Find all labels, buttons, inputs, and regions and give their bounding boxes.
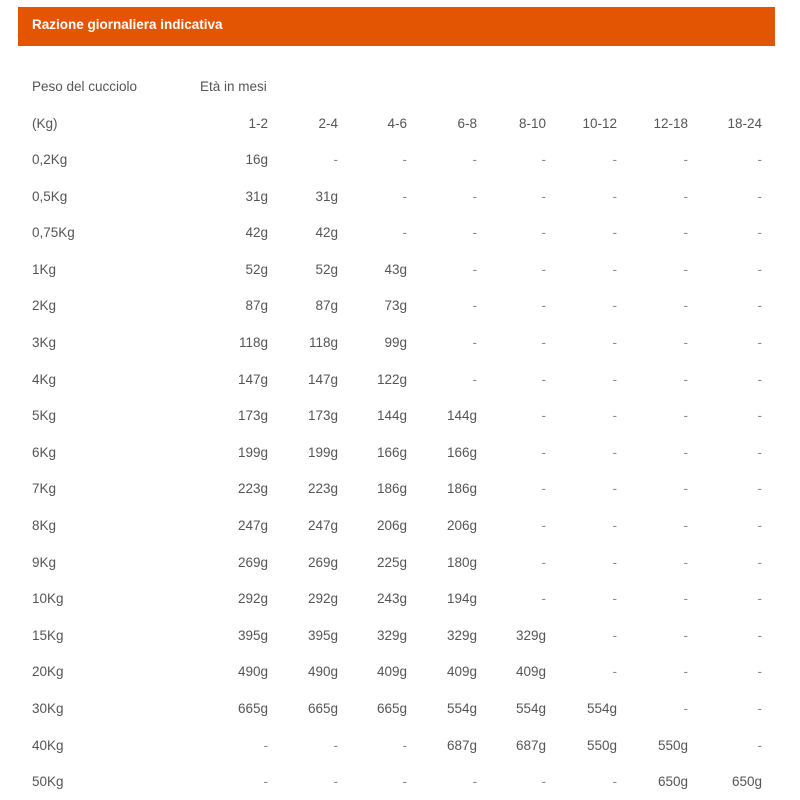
ration-value: - bbox=[757, 591, 762, 606]
table-row bbox=[0, 516, 800, 536]
ration-value: 73g bbox=[384, 298, 407, 313]
ration-value: 687g bbox=[446, 738, 477, 753]
age-range-header: 18-24 bbox=[727, 116, 762, 131]
ration-value: 166g bbox=[446, 445, 477, 460]
puppy-weight: 0,75Kg bbox=[32, 225, 75, 240]
ration-value: 554g bbox=[586, 701, 617, 716]
ration-value: 665g bbox=[237, 701, 268, 716]
ration-value: - bbox=[683, 225, 688, 240]
ration-value: - bbox=[541, 262, 546, 277]
ration-value: - bbox=[757, 445, 762, 460]
table-row bbox=[0, 443, 800, 463]
age-range-header: 1-2 bbox=[248, 116, 268, 131]
ration-value: - bbox=[757, 225, 762, 240]
ration-value: 144g bbox=[446, 408, 477, 423]
ration-value: 665g bbox=[307, 701, 338, 716]
ration-value: - bbox=[683, 701, 688, 716]
ration-value: - bbox=[541, 408, 546, 423]
ration-value: - bbox=[402, 152, 407, 167]
table-row bbox=[0, 187, 800, 207]
ration-value: 269g bbox=[237, 555, 268, 570]
puppy-weight: 7Kg bbox=[32, 481, 57, 496]
ration-value: - bbox=[683, 445, 688, 460]
ration-value: - bbox=[541, 152, 546, 167]
ration-value: - bbox=[757, 298, 762, 313]
ration-value: 665g bbox=[376, 701, 407, 716]
ration-value: - bbox=[612, 518, 617, 533]
ration-value: - bbox=[541, 481, 546, 496]
ration-value: - bbox=[683, 518, 688, 533]
ration-value: 247g bbox=[237, 518, 268, 533]
ration-value: - bbox=[683, 298, 688, 313]
ration-value: - bbox=[757, 408, 762, 423]
ration-value: - bbox=[757, 262, 762, 277]
ration-value: 118g bbox=[238, 335, 268, 350]
table-row bbox=[0, 406, 800, 426]
ration-value: - bbox=[472, 372, 477, 387]
ration-value: - bbox=[612, 262, 617, 277]
ration-value: 206g bbox=[446, 518, 477, 533]
ration-value: - bbox=[402, 189, 407, 204]
table-row bbox=[0, 772, 800, 792]
ration-value: - bbox=[757, 335, 762, 350]
ration-value: 329g bbox=[376, 628, 407, 643]
ration-value: 247g bbox=[307, 518, 338, 533]
puppy-weight: 4Kg bbox=[32, 372, 57, 387]
ration-value: - bbox=[757, 518, 762, 533]
ration-value: - bbox=[541, 555, 546, 570]
ration-value: 409g bbox=[376, 664, 407, 679]
weight-unit-label: (Kg) bbox=[32, 116, 58, 131]
puppy-weight: 0,5Kg bbox=[32, 189, 68, 204]
ration-value: 43g bbox=[384, 262, 407, 277]
ration-value: 52g bbox=[245, 262, 268, 277]
ration-value: 395g bbox=[307, 628, 338, 643]
table-row bbox=[0, 150, 800, 170]
ration-value: 687g bbox=[515, 738, 546, 753]
ration-value: - bbox=[472, 774, 477, 789]
ration-value: - bbox=[472, 152, 477, 167]
ration-value: 554g bbox=[515, 701, 546, 716]
ration-value: 409g bbox=[446, 664, 477, 679]
ration-value: 225g bbox=[376, 555, 407, 570]
ration-value: - bbox=[333, 738, 338, 753]
ration-value: - bbox=[683, 591, 688, 606]
table-title: Razione giornaliera indicativa bbox=[32, 17, 223, 32]
ration-value: 122g bbox=[376, 372, 407, 387]
ration-value: 194g bbox=[446, 591, 477, 606]
ration-value: - bbox=[757, 189, 762, 204]
ration-value: 186g bbox=[376, 481, 407, 496]
weight-column-header: Peso del cucciolo bbox=[32, 79, 138, 94]
ration-value: - bbox=[757, 701, 762, 716]
ration-value: - bbox=[472, 189, 477, 204]
puppy-weight: 8Kg bbox=[32, 518, 57, 533]
ration-value: 329g bbox=[446, 628, 477, 643]
ration-value: 329g bbox=[515, 628, 546, 643]
ration-value: - bbox=[612, 774, 617, 789]
table-row bbox=[0, 296, 800, 316]
ration-value: - bbox=[541, 591, 546, 606]
table-row bbox=[0, 662, 800, 682]
ration-value: - bbox=[612, 628, 617, 643]
ration-value: - bbox=[541, 445, 546, 460]
ration-value: - bbox=[757, 152, 762, 167]
ration-value: - bbox=[612, 225, 617, 240]
puppy-weight: 50Kg bbox=[32, 774, 64, 789]
age-range-header: 12-18 bbox=[653, 116, 688, 131]
ration-value: - bbox=[263, 774, 268, 789]
ration-value: - bbox=[612, 298, 617, 313]
puppy-weight: 9Kg bbox=[32, 555, 57, 570]
ration-value: - bbox=[402, 738, 407, 753]
ration-value: - bbox=[541, 189, 546, 204]
ration-value: 243g bbox=[376, 591, 407, 606]
ration-value: - bbox=[683, 408, 688, 423]
ration-value: 31g bbox=[315, 189, 338, 204]
table-row bbox=[0, 699, 800, 719]
ration-value: - bbox=[472, 335, 477, 350]
puppy-weight: 6Kg bbox=[32, 445, 57, 460]
ration-value: 292g bbox=[307, 591, 338, 606]
ration-value: - bbox=[757, 738, 762, 753]
table-row bbox=[0, 223, 800, 243]
ration-value: - bbox=[757, 628, 762, 643]
ration-value: 395g bbox=[237, 628, 268, 643]
ration-value: 118g bbox=[308, 335, 338, 350]
ration-value: 147g bbox=[237, 372, 268, 387]
ration-value: - bbox=[757, 555, 762, 570]
table-row bbox=[0, 260, 800, 280]
ration-value: - bbox=[612, 189, 617, 204]
ration-value: 186g bbox=[446, 481, 477, 496]
ration-value: - bbox=[333, 774, 338, 789]
ration-value: 650g bbox=[657, 774, 688, 789]
ration-value: 650g bbox=[731, 774, 762, 789]
ration-value: - bbox=[612, 445, 617, 460]
ration-value: 223g bbox=[237, 481, 268, 496]
ration-value: - bbox=[757, 372, 762, 387]
header-row-ages bbox=[0, 114, 800, 134]
ration-value: - bbox=[612, 664, 617, 679]
ration-value: - bbox=[541, 518, 546, 533]
ration-value: 166g bbox=[376, 445, 407, 460]
table-row bbox=[0, 736, 800, 756]
ration-value: 550g bbox=[586, 738, 617, 753]
ration-value: - bbox=[683, 262, 688, 277]
ration-value: - bbox=[683, 189, 688, 204]
age-range-header: 4-6 bbox=[387, 116, 407, 131]
ration-value: - bbox=[612, 152, 617, 167]
ration-value: - bbox=[683, 152, 688, 167]
table-row bbox=[0, 479, 800, 499]
ration-value: 42g bbox=[245, 225, 268, 240]
ration-value: - bbox=[402, 774, 407, 789]
ration-value: 490g bbox=[237, 664, 268, 679]
ration-value: 550g bbox=[657, 738, 688, 753]
ration-value: - bbox=[683, 664, 688, 679]
ration-value: 87g bbox=[315, 298, 338, 313]
ration-value: - bbox=[402, 225, 407, 240]
puppy-weight: 0,2Kg bbox=[32, 152, 68, 167]
ration-value: 199g bbox=[307, 445, 338, 460]
ration-value: - bbox=[683, 481, 688, 496]
age-range-header: 8-10 bbox=[518, 116, 546, 131]
age-range-header: 6-8 bbox=[457, 116, 477, 131]
ration-value: - bbox=[612, 591, 617, 606]
ration-value: 16g bbox=[245, 152, 268, 167]
age-column-header: Età in mesi bbox=[200, 79, 267, 94]
puppy-weight: 30Kg bbox=[32, 701, 64, 716]
ration-value: - bbox=[541, 774, 546, 789]
ration-value: 144g bbox=[376, 408, 407, 423]
ration-value: 554g bbox=[446, 701, 477, 716]
puppy-weight: 2Kg bbox=[32, 298, 57, 313]
ration-value: - bbox=[612, 372, 617, 387]
ration-value: - bbox=[541, 372, 546, 387]
ration-value: 269g bbox=[307, 555, 338, 570]
ration-value: - bbox=[541, 335, 546, 350]
ration-value: 87g bbox=[245, 298, 268, 313]
ration-value: - bbox=[757, 481, 762, 496]
puppy-weight: 20Kg bbox=[32, 664, 64, 679]
ration-value: - bbox=[263, 738, 268, 753]
ration-value: - bbox=[683, 372, 688, 387]
ration-value: 147g bbox=[307, 372, 338, 387]
puppy-weight: 40Kg bbox=[32, 738, 64, 753]
table-row bbox=[0, 553, 800, 573]
ration-value: 52g bbox=[315, 262, 338, 277]
ration-value: - bbox=[472, 262, 477, 277]
ration-value: - bbox=[472, 298, 477, 313]
age-range-header: 10-12 bbox=[582, 116, 617, 131]
puppy-weight: 10Kg bbox=[32, 591, 64, 606]
ration-value: - bbox=[472, 225, 477, 240]
table-row bbox=[0, 626, 800, 646]
ration-value: 31g bbox=[245, 189, 268, 204]
puppy-weight: 1Kg bbox=[32, 262, 57, 277]
ration-value: 42g bbox=[315, 225, 338, 240]
ration-value: 490g bbox=[307, 664, 338, 679]
puppy-weight: 5Kg bbox=[32, 408, 57, 423]
ration-value: 206g bbox=[376, 518, 407, 533]
table-row bbox=[0, 370, 800, 390]
ration-value: - bbox=[612, 555, 617, 570]
ration-value: - bbox=[541, 298, 546, 313]
ration-value: - bbox=[683, 335, 688, 350]
ration-value: 173g bbox=[237, 408, 268, 423]
ration-value: 292g bbox=[237, 591, 268, 606]
table-title-bar bbox=[18, 7, 775, 46]
table-row bbox=[0, 589, 800, 609]
ration-value: 409g bbox=[515, 664, 546, 679]
ration-value: - bbox=[612, 335, 617, 350]
ration-value: - bbox=[757, 664, 762, 679]
ration-value: - bbox=[683, 555, 688, 570]
puppy-weight: 15Kg bbox=[32, 628, 64, 643]
ration-value: - bbox=[612, 481, 617, 496]
header-row-labels bbox=[0, 77, 800, 97]
ration-value: 99g bbox=[384, 335, 407, 350]
ration-value: 199g bbox=[237, 445, 268, 460]
ration-value: - bbox=[683, 628, 688, 643]
age-range-header: 2-4 bbox=[318, 116, 338, 131]
ration-value: - bbox=[541, 225, 546, 240]
ration-value: 180g bbox=[446, 555, 477, 570]
table-row bbox=[0, 333, 800, 353]
ration-value: - bbox=[612, 408, 617, 423]
ration-value: 173g bbox=[307, 408, 338, 423]
ration-value: 223g bbox=[307, 481, 338, 496]
puppy-weight: 3Kg bbox=[32, 335, 57, 350]
ration-value: - bbox=[333, 152, 338, 167]
